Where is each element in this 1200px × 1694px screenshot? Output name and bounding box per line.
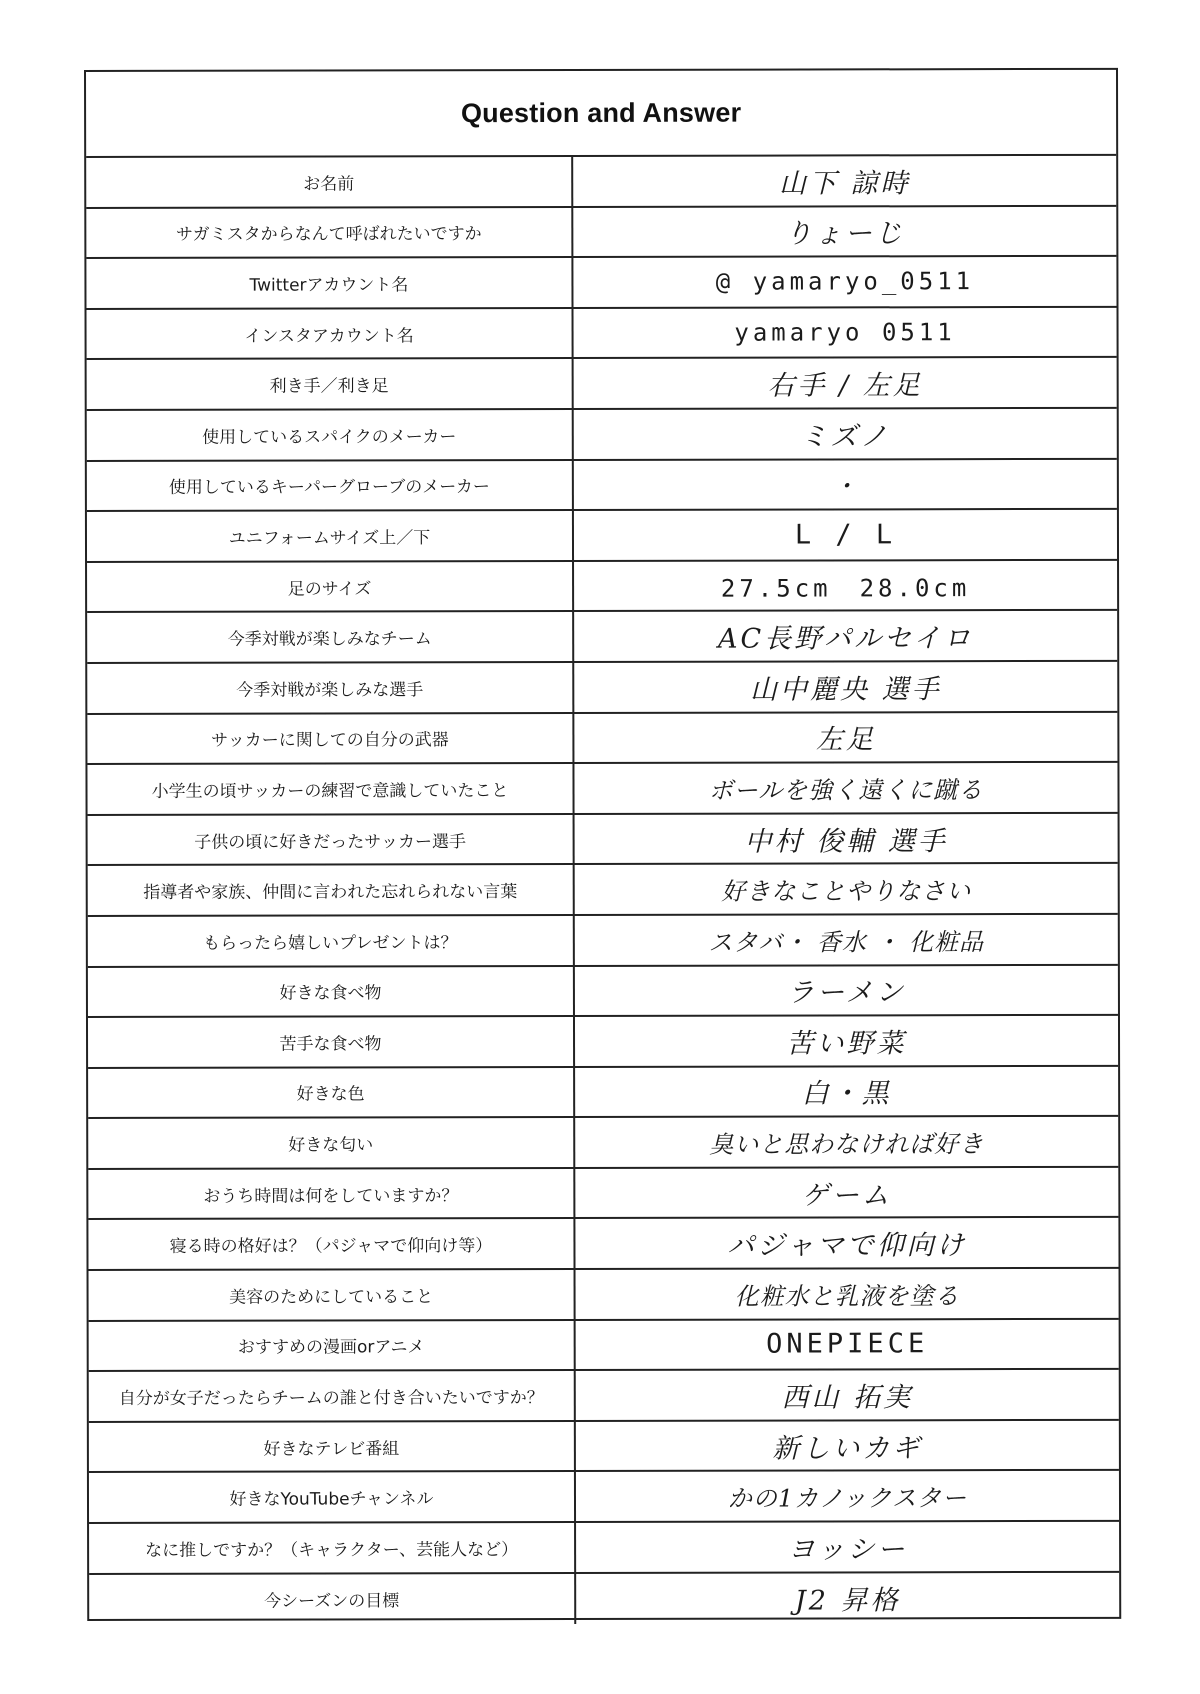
answer-value: 西山 拓実 [781,1382,914,1414]
question-label: 指導者や家族、仲間に言われた忘れられない言葉 [88,865,575,915]
question-label: 子供の頃に好きだったサッカー選手 [88,815,575,865]
answer-value: yamaryo 0511 [734,318,956,347]
qa-row [89,1471,1119,1524]
question-label: サッカーに関しての自分の武器 [87,714,574,764]
qa-row [87,358,1117,411]
answer-value: J2 昇格 [794,1585,901,1617]
answer-value: 好きなことやりなさい [721,877,972,906]
question-label: 利き手／利き足 [87,359,574,409]
answer-value: AC長野パルセイロ [717,623,974,655]
qa-row [89,1370,1119,1423]
question-label: おすすめの漫画orアニメ [89,1321,576,1371]
answer-value: りょーじ [784,218,905,250]
question-label: 苦手な食べ物 [88,1017,575,1067]
question-label: お名前 [86,157,573,207]
answer-value: ゲーム [801,1179,892,1212]
question-label: 今シーズンの目標 [89,1574,576,1626]
answer-value: 苦い野菜 [786,1028,907,1060]
question-label: 使用しているスパイクのメーカー [87,410,574,460]
question-label: 小学生の頃サッカーの練習で意識していたこと [87,764,574,814]
question-label: Twitterアカウント名 [86,258,573,308]
qa-row [88,814,1118,867]
answer-value: ヨッシー [787,1534,908,1566]
answer-value: 27.5cm 28.0cm [720,573,971,603]
question-label: 使用しているキーパーグローブのメーカー [87,461,574,511]
answer-value: ミズノ [800,421,891,453]
answer-value: 山下 諒時 [778,168,911,200]
question-label: サガミスタからなんて呼ばれたいですか [86,208,573,258]
qa-row [87,308,1117,361]
answer-value: 化粧水と乳液を塗る [734,1282,960,1311]
qa-row [88,1067,1118,1120]
answer-value: 山中麗央 選手 [749,673,942,706]
question-label: おうち時間は何をしていますか？ [88,1169,575,1219]
question-label: ユニフォームサイズ上／下 [87,511,574,561]
question-label: 好きな色 [88,1068,575,1118]
question-label: 好きなYouTubeチャンネル [89,1472,576,1522]
qa-row [89,1421,1119,1474]
answer-value: ・ [832,472,858,501]
qa-row [87,561,1117,614]
qa-table [86,156,1119,1625]
answer-value: 臭いと思わなければ好き [709,1130,985,1159]
qa-row [87,459,1117,512]
answer-value: 左足 [815,724,876,756]
answer-value: L / L [794,519,897,551]
qa-row [88,1218,1118,1271]
answer-value: @ yamaryo_0511 [715,267,975,297]
question-label: もらったら嬉しいプレゼントは？ [88,916,575,966]
qa-row [87,611,1117,664]
qa-row [86,206,1116,259]
qa-row [87,662,1117,715]
qa-row [87,712,1117,765]
qa-row [88,965,1118,1018]
answer-value: ONEPIECE [766,1328,929,1361]
qa-row [88,864,1118,917]
question-label: 美容のためにしていること [89,1270,576,1320]
question-label: 足のサイズ [87,562,574,612]
qa-row [89,1319,1119,1372]
qa-row [88,1117,1118,1170]
qa-row [86,257,1116,310]
qa-row [87,763,1117,816]
qa-row [89,1269,1119,1322]
question-label: インスタアカウント名 [87,309,574,359]
qa-sheet [84,68,1121,1621]
qa-row [87,409,1117,462]
answer-value: ボールを強く遠くに蹴る [708,776,984,805]
answer-value: 新しいカギ [772,1432,923,1465]
qa-row [89,1522,1119,1575]
qa-row [89,1572,1119,1625]
qa-row [87,510,1117,563]
answer-value: パジャマで仰向け [727,1230,967,1262]
question-label: 自分が女子だったらチームの誰と付き合いたいですか？ [89,1371,576,1421]
answer-value: 白・黒 [801,1078,892,1110]
qa-row [88,1016,1118,1069]
question-label: 好きな食べ物 [88,966,575,1016]
answer-value: スタバ・ 香水 ・ 化粧品 [708,927,985,957]
sheet-title: Question and Answer [86,70,1116,158]
question-label: 今季対戦が楽しみな選手 [87,663,574,713]
question-label: 好きな匂い [88,1118,575,1168]
answer-value: かの1カノックスター [727,1484,968,1513]
question-label: 今季対戦が楽しみなチーム [87,612,574,662]
answer-value: 右手 / 左足 [767,370,923,402]
qa-row [86,156,1116,209]
qa-row [88,1168,1118,1221]
answer-value: ラーメン [787,977,906,1009]
question-label: なに推しですか？（キャラクター、芸能人など） [89,1523,576,1573]
qa-row [88,915,1118,968]
question-label: 寝る時の格好は？（パジャマで仰向け等） [88,1219,575,1269]
question-label: 好きなテレビ番組 [89,1422,576,1472]
answer-value: 中村 俊輔 選手 [744,825,948,858]
